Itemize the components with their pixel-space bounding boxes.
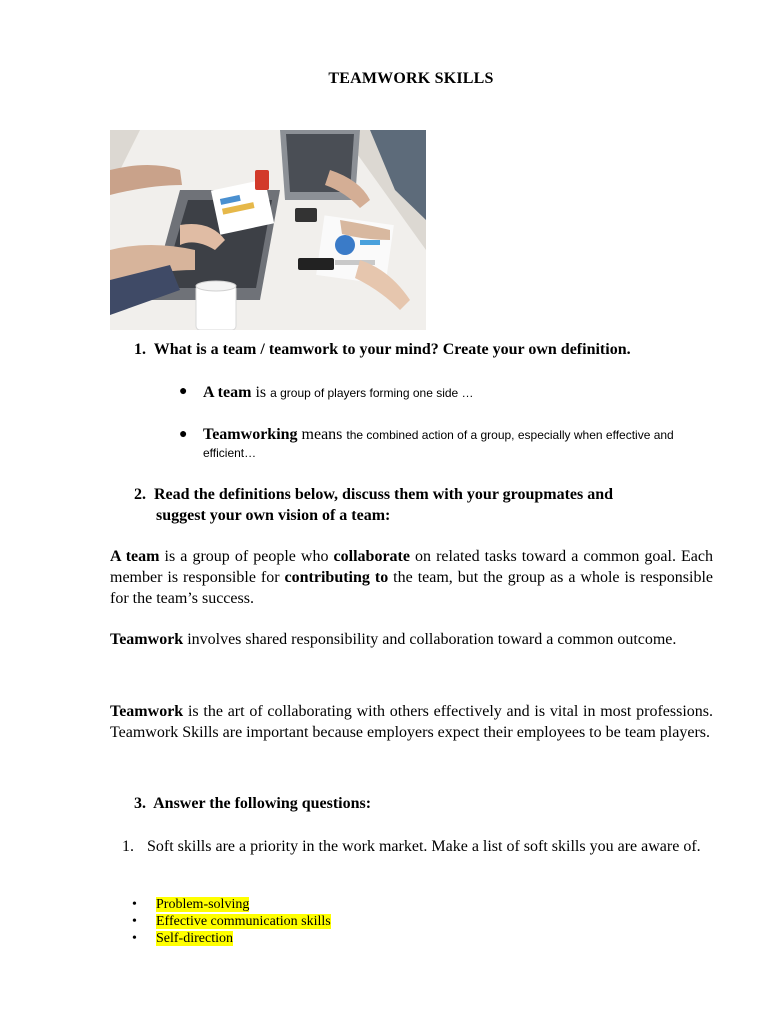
- bullet-verb: is: [255, 384, 267, 401]
- question-2: [134, 484, 714, 526]
- team-working-at-desk-photo: [110, 130, 426, 330]
- bullet-dot-icon: •: [132, 931, 137, 946]
- bullet-dot-icon: ●: [179, 427, 188, 442]
- bold-term: Teamwork: [110, 703, 184, 720]
- highlighted-skill: Effective communication skills: [156, 914, 331, 929]
- list-item: [132, 930, 331, 947]
- bullet-dot-icon: •: [132, 897, 137, 912]
- list-item: [132, 896, 331, 913]
- bullet-term: A team: [203, 384, 252, 401]
- paragraph-text: on related tasks toward a common goal. Each member is responsible for: [110, 548, 713, 586]
- question-1-number: 1.: [134, 341, 146, 358]
- definition-paragraph-teamwork-1: [110, 629, 713, 650]
- highlighted-skill: Self-direction: [156, 931, 233, 946]
- question-3: [134, 795, 371, 813]
- paragraph-text: is a group of people who: [159, 548, 334, 565]
- question-3-number: 3.: [134, 795, 146, 812]
- definition-paragraph-teamwork-2: [110, 701, 713, 743]
- sub-question-number: 1.: [122, 838, 134, 855]
- bold-term: Teamwork: [110, 631, 184, 648]
- paragraph-text: involves shared responsibility and collaboration toward a common outcome.: [183, 631, 677, 648]
- paragraph-text: is the art of collaborating with others effectively and is vital in most professions. Teamwork Skills are important because employers expect their employees to be team players.: [110, 703, 713, 741]
- bullet-dot-icon: ●: [179, 384, 188, 399]
- bold-term: contributing to: [284, 569, 389, 586]
- sub-question-1: [122, 836, 714, 857]
- bullet-definition: a group of players forming one side …: [270, 386, 474, 400]
- question-2-line2: suggest your own vision of a team:: [156, 507, 391, 524]
- definition-bullet-team: [179, 384, 474, 402]
- definition-paragraph-team: [110, 546, 713, 609]
- page-title: TEAMWORK SKILLS: [328, 70, 494, 87]
- list-item: [132, 913, 331, 930]
- definition-bullet-teamworking: [179, 426, 715, 462]
- bullet-dot-icon: •: [132, 914, 137, 929]
- soft-skills-list: [132, 896, 331, 947]
- sub-question-text: Soft skills are a priority in the work market. Make a list of soft skills you are aware of.: [147, 838, 701, 855]
- bold-term: A team: [110, 548, 160, 565]
- question-2-number: 2.: [134, 486, 146, 503]
- bold-term: collaborate: [333, 548, 410, 565]
- question-3-text: Answer the following questions:: [153, 795, 372, 812]
- bullet-definition: the combined action of a group, especially when effective and efficient…: [203, 428, 674, 460]
- question-1-text: What is a team / teamwork to your mind? Create your own definition.: [153, 341, 631, 358]
- highlighted-skill: Problem-solving: [156, 897, 250, 912]
- question-2-line1: Read the definitions below, discuss them with your groupmates and: [154, 486, 614, 503]
- question-1: [134, 341, 631, 359]
- bullet-term: Teamworking: [203, 426, 298, 443]
- bullet-verb: means: [301, 426, 343, 443]
- paragraph-text: the team, but the group as a whole is responsible for the team’s success.: [110, 569, 714, 607]
